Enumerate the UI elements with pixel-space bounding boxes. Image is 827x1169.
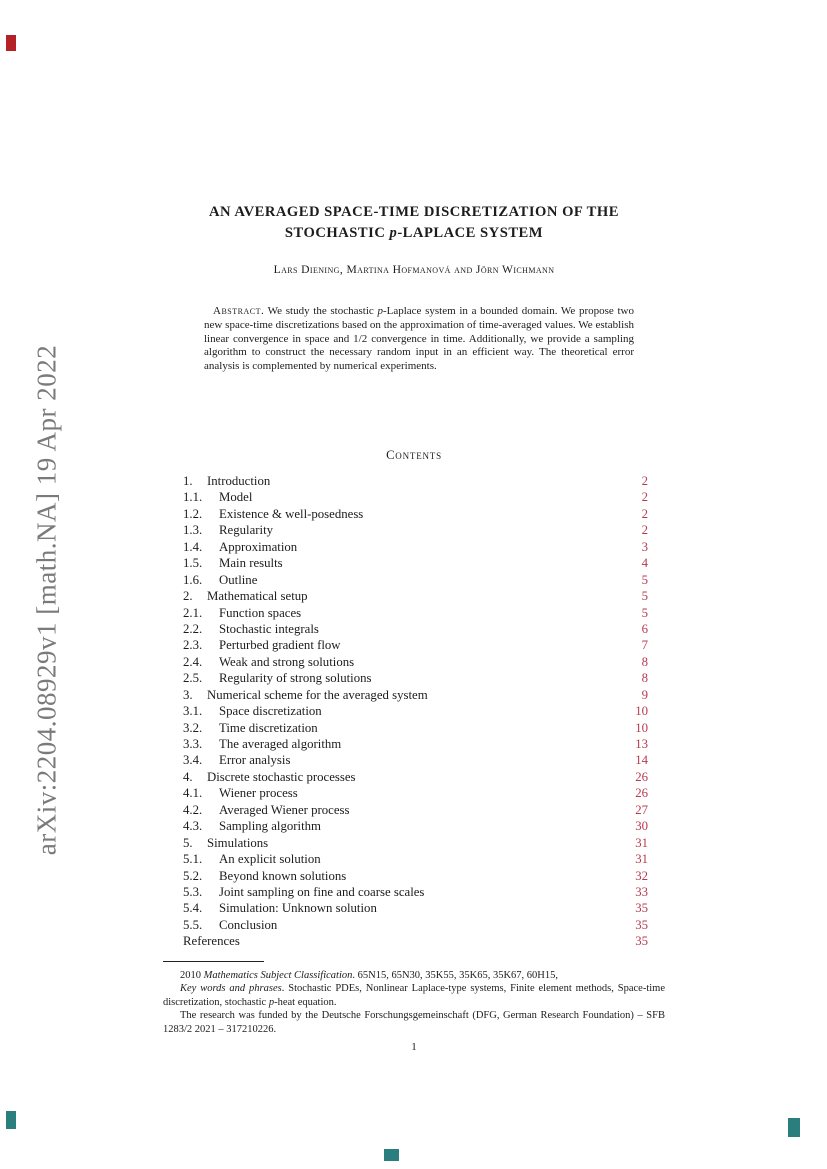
author-list: Lars Diening, Martina Hofmanová and Jörn Wichmann [273, 263, 555, 276]
toc-item-label: Existence & well-posedness [219, 506, 364, 521]
toc-item-label: Mathematical setup [207, 589, 308, 604]
footnote-p-variable: p [268, 996, 275, 1008]
toc-item-page-link[interactable]: 33 [635, 884, 648, 899]
abstract-label: Abstract. [213, 305, 265, 317]
toc-row [183, 769, 648, 785]
toc-item-number: 2.2. [183, 621, 203, 636]
toc-item-label: Approximation [219, 539, 298, 554]
toc-item-number: 3.3. [183, 737, 203, 751]
toc-item-number: 1.3. [183, 523, 203, 538]
footnote-rule [163, 961, 264, 962]
toc-item-number: 4.3. [183, 819, 203, 834]
toc-row [183, 687, 648, 703]
toc-item-page-link[interactable]: 35 [635, 934, 648, 949]
toc-item-page-link[interactable]: 10 [635, 704, 648, 719]
toc-item-number: 3. [183, 687, 193, 702]
toc-item-page-link[interactable]: 14 [635, 753, 648, 768]
toc-item-label: Error analysis [219, 753, 291, 768]
footnote-keywords: Key words and phrases. Stochastic PDEs, Nonlinear Laplace-type systems, Finite element methods, Space-time discretization, stochastic p-heat equation. [163, 983, 665, 1008]
toc-row [183, 785, 648, 801]
page-number: 1 [411, 1041, 417, 1053]
toc-item-number: 2.1. [183, 605, 203, 620]
toc-item-label: Regularity [219, 523, 274, 538]
toc-row [183, 900, 648, 916]
toc-row [183, 703, 648, 719]
toc-item-number: 1.2. [183, 506, 203, 521]
toc-row [183, 851, 648, 867]
toc-row [183, 933, 648, 949]
footnote-block [163, 961, 665, 1036]
toc-item-number: 2.4. [183, 654, 203, 669]
toc-item-page-link[interactable]: 5 [641, 589, 648, 604]
toc-item-number: 5.2. [183, 868, 203, 883]
toc-item-number: 3.4. [183, 753, 203, 768]
toc-item-label: Main results [219, 556, 283, 571]
toc-row [183, 868, 648, 884]
toc-item-page-link[interactable]: 7 [641, 638, 648, 653]
toc-row [183, 720, 648, 736]
toc-item-label: Averaged Wiener process [219, 802, 350, 817]
toc-row [183, 473, 648, 489]
toc-row [183, 752, 648, 768]
toc-item-page-link[interactable]: 6 [641, 621, 648, 636]
toc-item-label: Beyond known solutions [219, 868, 347, 883]
toc-item-label: Sampling algorithm [219, 819, 322, 834]
toc-item-label: Joint sampling on fine and coarse scales [219, 884, 425, 899]
toc-row [183, 588, 648, 604]
abstract: Abstract. We study the stochastic p-Laplace system in a bounded domain. We propose two new space-time discretizations based on the approximation of time-averaged values. We establish linear convergence in space and 1/2 convergence in time. Additionally, we provide a sampling algorithm to construct the necessary random input in an efficient way. The theoretical error analysis is complemented by numerical experiments. [204, 305, 634, 373]
toc-item-number: 5.3. [183, 884, 203, 899]
toc-item-page-link[interactable]: 4 [641, 556, 648, 571]
toc-row [183, 555, 648, 571]
toc-item-page-link[interactable]: 26 [635, 769, 648, 784]
toc-item-page-link[interactable]: 2 [641, 474, 648, 488]
toc-row [183, 670, 648, 686]
toc-item-page-link[interactable]: 5 [641, 605, 648, 620]
toc-row [183, 621, 648, 637]
corner-marker-bottom-left [6, 1111, 16, 1129]
toc-item-number: 4. [183, 769, 193, 784]
title-line-2: STOCHASTIC p-LAPLACE SYSTEM [284, 225, 544, 241]
arxiv-watermark: arXiv:2204.08929v1 [math.NA] 19 Apr 2022 [31, 344, 62, 856]
toc-item-page-link[interactable]: 2 [641, 506, 648, 521]
toc-item-label: References [183, 934, 240, 949]
toc-item-number: 2. [183, 589, 193, 604]
toc-item-page-link[interactable]: 10 [635, 720, 648, 735]
toc-item-label: Simulation: Unknown solution [219, 901, 377, 916]
toc-row [183, 654, 648, 670]
toc-item-label: Model [219, 490, 253, 505]
toc-item-label: Weak and strong solutions [219, 654, 355, 669]
toc-item-page-link[interactable]: 9 [641, 687, 648, 702]
toc-item-page-link[interactable]: 2 [641, 490, 648, 505]
toc-row [183, 802, 648, 818]
toc-item-number: 4.1. [183, 786, 203, 801]
toc-item-number: 3.1. [183, 704, 203, 719]
toc-item-number: 5.5. [183, 917, 203, 932]
toc-item-number: 3.2. [183, 720, 203, 735]
toc-item-label: Conclusion [219, 917, 278, 932]
toc-item-page-link[interactable]: 35 [635, 917, 648, 932]
toc-row [183, 835, 648, 851]
toc-item-page-link[interactable]: 26 [635, 786, 648, 801]
toc-item-page-link[interactable]: 13 [635, 737, 648, 751]
toc-item-label: An explicit solution [219, 852, 321, 867]
toc-row [183, 506, 648, 522]
toc-item-page-link[interactable]: 35 [635, 901, 648, 916]
footnote-funding: The research was funded by the Deutsche Forschungsgemeinschaft (DFG, German Research Foundation) – SFB 1283/2 2021 – 317210226. [163, 1010, 665, 1035]
title-p-variable: p [389, 225, 398, 241]
toc-row [183, 539, 648, 555]
toc-row [183, 522, 648, 538]
toc-item-number: 1.6. [183, 572, 203, 587]
toc-item-page-link[interactable]: 32 [635, 868, 648, 883]
toc-item-label: Regularity of strong solutions [219, 671, 372, 686]
toc-item-page-link[interactable]: 31 [635, 835, 648, 850]
toc-item-label: Time discretization [219, 720, 318, 735]
toc-item-page-link[interactable]: 3 [641, 539, 648, 554]
toc-item-number: 1.5. [183, 556, 203, 571]
toc-item-number: 4.2. [183, 802, 203, 817]
toc-item-page-link[interactable]: 5 [641, 572, 648, 587]
corner-marker-bottom-center [384, 1149, 399, 1161]
toc-row [183, 489, 648, 505]
abstract-p-variable: p [377, 305, 383, 317]
toc-item-page-link[interactable]: 2 [641, 523, 648, 538]
toc-item-number: 5.1. [183, 852, 203, 867]
toc-item-label: Space discretization [219, 704, 322, 719]
toc-row [183, 572, 648, 588]
toc-item-page-link[interactable]: 30 [635, 819, 648, 834]
toc-item-page-link[interactable]: 31 [635, 852, 648, 867]
toc-item-label: Function spaces [219, 605, 302, 620]
toc-item-label: Numerical scheme for the averaged system [207, 687, 428, 702]
corner-marker-bottom-right [788, 1118, 800, 1137]
toc-item-label: Outline [219, 572, 258, 587]
toc-item-label: Wiener process [219, 786, 298, 801]
toc-item-page-link[interactable]: 27 [635, 802, 648, 817]
contents-heading: Contents [386, 448, 442, 462]
toc-row [183, 818, 648, 834]
toc-item-label: Simulations [207, 835, 269, 850]
title-line-1: AN AVERAGED SPACE-TIME DISCRETIZATION OF THE [208, 204, 620, 220]
toc-item-label: Stochastic integrals [219, 621, 319, 636]
toc-item-label: Introduction [207, 474, 271, 488]
toc-item-number: 2.5. [183, 671, 203, 686]
footnote-msc: 2010 Mathematics Subject Classification. 65N15, 65N30, 35K55, 35K65, 35K67, 60H15, [180, 970, 558, 981]
toc-item-number: 1.4. [183, 539, 203, 554]
toc-row [183, 884, 648, 900]
toc-row [183, 736, 648, 752]
toc-item-number: 1.1. [183, 490, 203, 505]
toc-row [183, 917, 648, 933]
toc-item-page-link[interactable]: 8 [641, 654, 648, 669]
toc-item-label: The averaged algorithm [219, 737, 342, 751]
toc-item-number: 1. [183, 474, 193, 488]
toc-item-page-link[interactable]: 8 [641, 671, 648, 686]
toc-item-number: 2.3. [183, 638, 203, 653]
corner-marker-top-left [6, 35, 16, 51]
table-of-contents [183, 473, 648, 950]
toc-row [183, 637, 648, 653]
toc-item-label: Discrete stochastic processes [207, 769, 356, 784]
paper-title [163, 202, 665, 244]
toc-item-label: Perturbed gradient flow [219, 638, 341, 653]
toc-item-number: 5.4. [183, 901, 203, 916]
toc-item-number: 5. [183, 835, 193, 850]
toc-row [183, 605, 648, 621]
